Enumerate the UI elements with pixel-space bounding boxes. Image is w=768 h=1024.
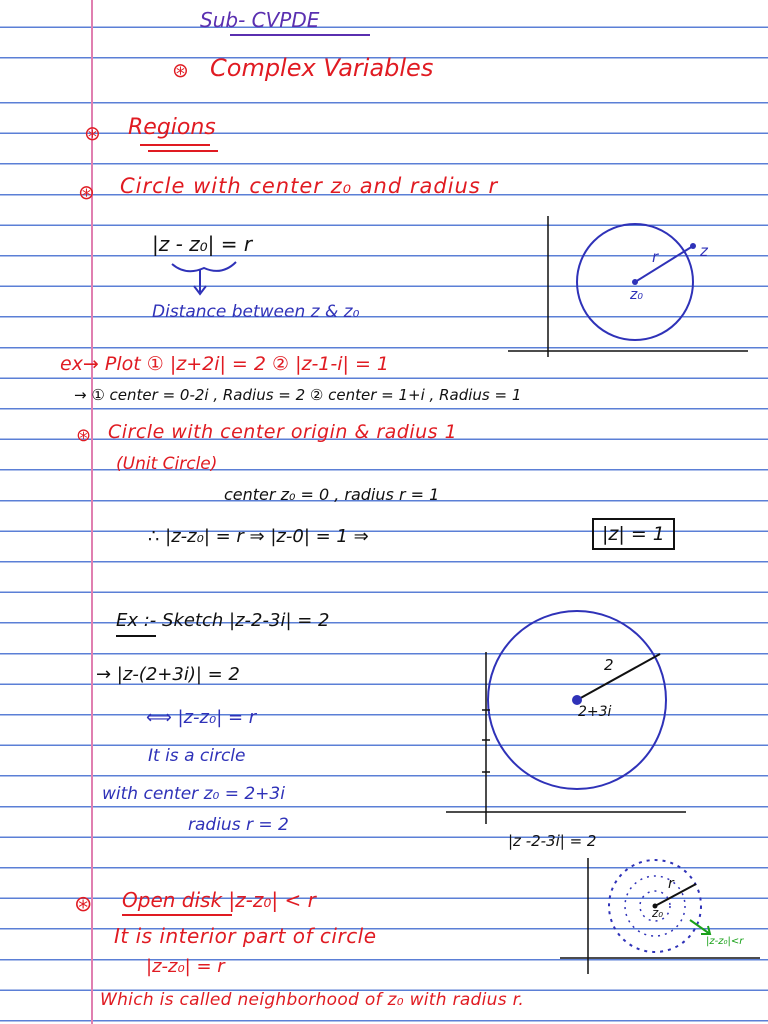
circle-figure-2	[446, 592, 696, 832]
fig1-point-label: z	[700, 242, 708, 260]
brace-arrow	[168, 258, 248, 298]
fig1-center-label: z₀	[630, 287, 643, 303]
fig3-radius-label: r	[668, 876, 674, 892]
star-bullet-icon: ⊛	[84, 121, 101, 145]
fig1-radius-label: r	[652, 248, 659, 266]
open-disk-line3: Which is called neighborhood of z₀ with radius r.	[100, 990, 525, 1010]
open-disk-figure	[560, 850, 768, 980]
circle-equation: |z - z₀| = r	[152, 232, 253, 256]
fig2-center-label: 2+3i	[578, 704, 612, 720]
fig3-center-label: z₀	[652, 906, 664, 920]
example2-step2: ⟺ |z-z₀| = r	[146, 707, 257, 728]
star-bullet-icon: ⊛	[74, 892, 93, 917]
example2-prompt: Ex :- Sketch |z-2-3i| = 2	[116, 610, 330, 631]
star-bullet-icon: ⊛	[172, 58, 189, 82]
unit-circle-title: Circle with center origin & radius 1	[108, 421, 458, 443]
fig2-caption: |z -2-3i| = 2	[508, 832, 597, 850]
circle-title: Circle with center z₀ and radius r	[120, 174, 499, 198]
unit-circle-result: |z| = 1	[592, 518, 675, 550]
fig2-radius-label: 2	[604, 656, 614, 674]
example1-answer: → ① center = 0-2i , Radius = 2 ② center = 1+i , Radius = 1	[74, 386, 522, 404]
unit-circle-derivation: ∴ |z-z₀| = r ⇒ |z-0| = 1 ⇒	[148, 526, 369, 547]
example2-step3: It is a circle	[148, 746, 246, 766]
example2-underline	[116, 634, 160, 640]
star-bullet-icon: ⊛	[76, 425, 92, 446]
open-disk-line1: It is interior part of circle	[114, 924, 377, 948]
fig3-arrow-label: |z-z₀|<r	[706, 936, 744, 947]
distance-note: Distance between z & z₀	[152, 302, 360, 322]
example2-step4: with center z₀ = 2+3i	[102, 784, 285, 804]
open-disk-underline	[122, 913, 242, 919]
unit-circle-given: center z₀ = 0 , radius r = 1	[224, 485, 440, 504]
example2-step1: → |z-(2+3i)| = 2	[96, 664, 240, 685]
regions-underline	[140, 143, 220, 155]
example2-step5: radius r = 2	[188, 815, 289, 835]
margin-line	[91, 0, 93, 1024]
example1-prompt: ex→ Plot ① |z+2i| = 2 ② |z-1-i| = 1	[60, 353, 390, 375]
regions-heading: Regions	[128, 115, 216, 140]
open-disk-line2: |z-z₀| = r	[146, 956, 225, 977]
subject-title: Sub- CVPDE	[200, 8, 320, 32]
unit-circle-subtitle: (Unit Circle)	[116, 454, 218, 474]
open-disk-title: Open disk |z-z₀| < r	[122, 888, 316, 912]
star-bullet-icon: ⊛	[78, 180, 95, 204]
topic-title: Complex Variables	[210, 54, 434, 82]
subject-underline	[230, 32, 370, 40]
